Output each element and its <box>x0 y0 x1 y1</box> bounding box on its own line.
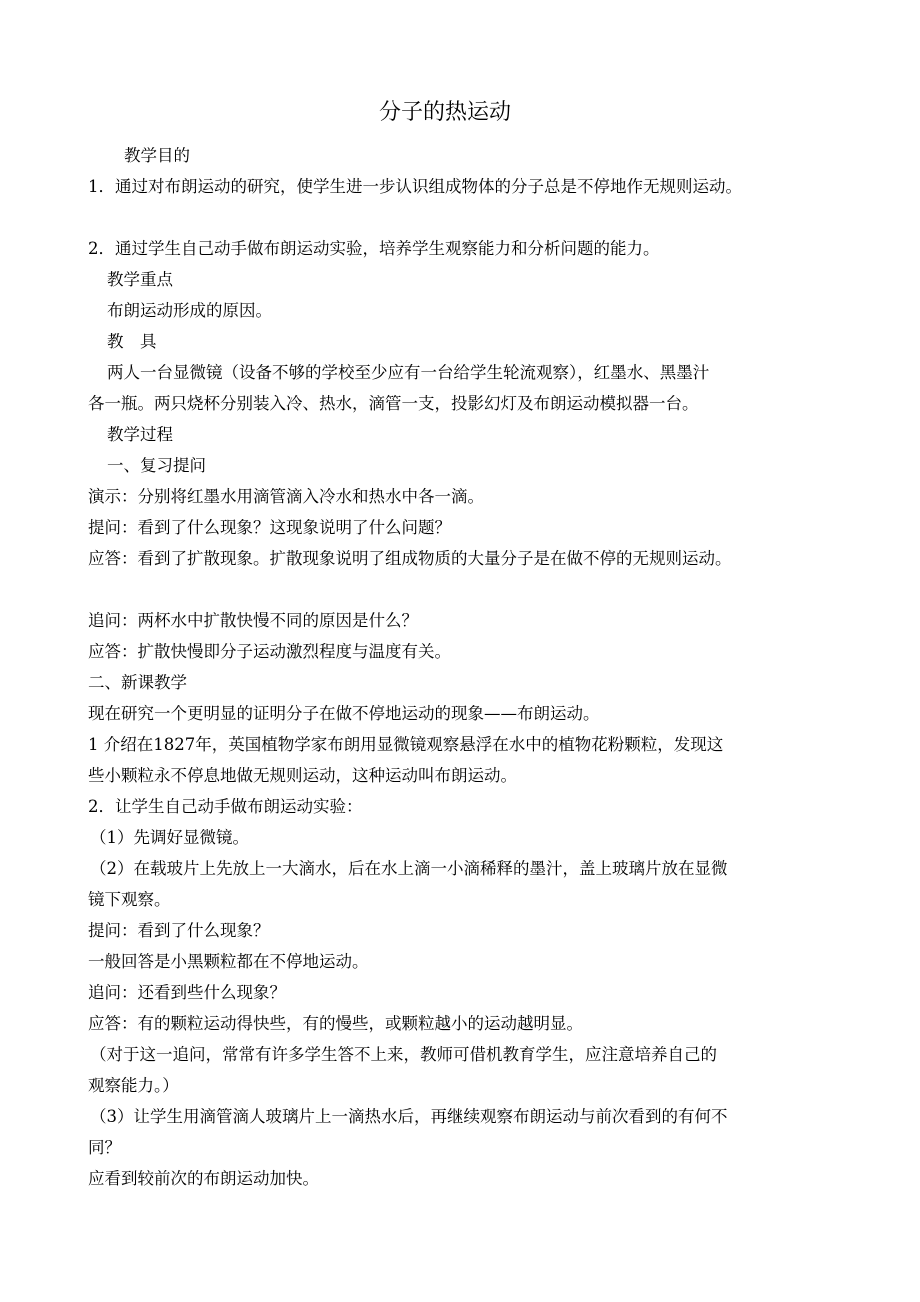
section-2-heading: 二、新课教学 <box>88 673 187 692</box>
step-2-line-1: （2）在载玻片上先放上一大滴水，后在水上滴一小滴稀释的墨汁，盖上玻璃片放在显微 <box>90 859 728 878</box>
step-2-line-2: 镜下观察。 <box>88 890 171 909</box>
step-3-line-2: 同？ <box>88 1138 121 1157</box>
key-heading: 教学重点 <box>107 270 173 289</box>
document-body <box>88 140 828 1194</box>
expected-result: 应看到较前次的布朗运动加快。 <box>88 1169 319 1188</box>
spacer <box>88 202 828 233</box>
question-2: 提问：看到了什么现象？ <box>88 921 270 940</box>
process-heading: 教学过程 <box>107 425 173 444</box>
followup-2: 追问：还看到些什么现象？ <box>88 983 286 1002</box>
note-line-2: 观察能力。） <box>88 1076 179 1095</box>
intro-text: 现在研究一个更明显的证明分子在做不停地运动的现象——布朗运动。 <box>88 704 600 723</box>
section-1-heading: 一、复习提问 <box>107 456 206 475</box>
note-line-1: （对于这一追问，常常有许多学生答不上来，教师可借机教育学生，应注意培养自己的 <box>90 1045 717 1064</box>
point-1-line-2: 些小颗粒永不停息地做无规则运动，这种运动叫布朗运动。 <box>88 766 517 785</box>
tools-text-line-1: 两人一台显微镜（设备不够的学校至少应有一台给学生轮流观察），红墨水、黑墨汁 <box>107 363 710 382</box>
point-1-line-1: 1 介绍在1827年，英国植物学家布朗用显微镜观察悬浮在水中的植物花粉颗粒，发现这 <box>88 735 724 754</box>
step-1: （1）先调好显微镜。 <box>90 828 249 847</box>
objective-1: 1．通过对布朗运动的研究，使学生进一步认识组成物体的分子总是不停地作无规则运动。 <box>88 177 742 196</box>
followup-1: 追问：两杯水中扩散快慢不同的原因是什么？ <box>88 611 418 630</box>
point-2: 2．让学生自己动手做布朗运动实验： <box>88 797 363 816</box>
answer-3: 应答：有的颗粒运动得快些，有的慢些，或颗粒越小的运动越明显。 <box>88 1014 583 1033</box>
tools-heading: 教 具 <box>107 332 157 351</box>
general-answer: 一般回答是小黑颗粒都在不停地运动。 <box>88 952 369 971</box>
key-text: 布朗运动形成的原因。 <box>107 301 272 320</box>
answer-2: 应答：扩散快慢即分子运动激烈程度与温度有关。 <box>88 642 451 661</box>
objectives-heading: 教学目的 <box>124 146 190 165</box>
step-3-line-1: （3）让学生用滴管滴人玻璃片上一滴热水后，再继续观察布朗运动与前次看到的有何不 <box>90 1107 728 1126</box>
tools-text-line-2: 各一瓶。两只烧杯分别装入冷、热水，滴管一支，投影幻灯及布朗运动模拟器一台。 <box>88 394 699 413</box>
document-title: 分子的热运动 <box>378 100 511 125</box>
answer-1: 应答：看到了扩散现象。扩散现象说明了组成物质的大量分子是在做不停的无规则运动。 <box>88 549 732 568</box>
question-1: 提问：看到了什么现象？这现象说明了什么问题？ <box>88 518 451 537</box>
spacer <box>88 574 828 605</box>
objective-2: 2．通过学生自己动手做布朗运动实验，培养学生观察能力和分析问题的能力。 <box>88 239 660 258</box>
demo-text: 演示：分别将红墨水用滴管滴入冷水和热水中各一滴。 <box>88 487 484 506</box>
